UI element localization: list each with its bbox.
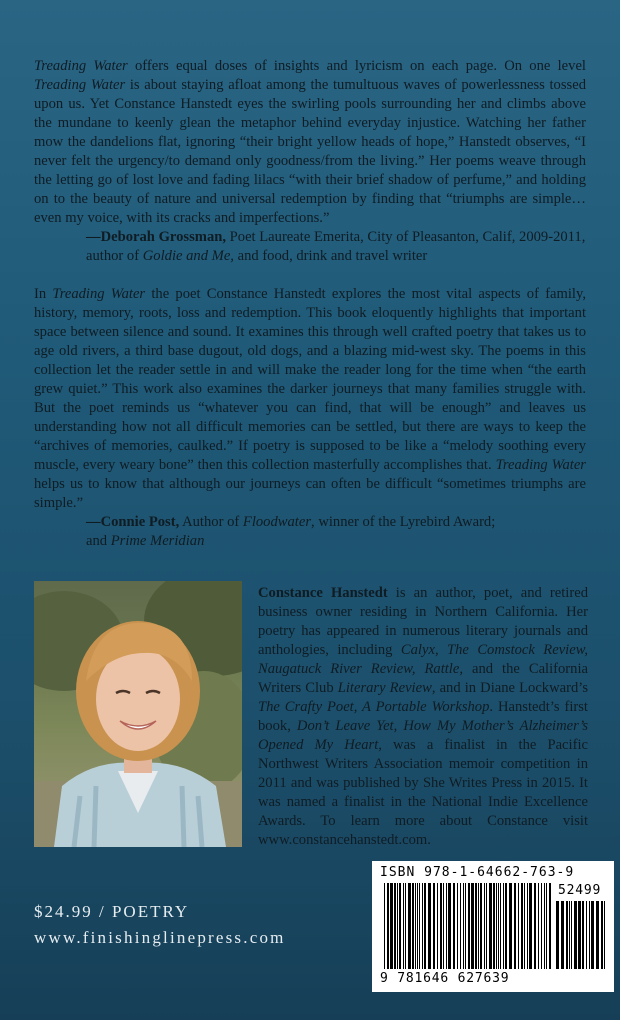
ean-number: 9 781646 627639 bbox=[380, 971, 510, 986]
review-blurb-grossman bbox=[34, 57, 586, 266]
barcode-bar bbox=[412, 883, 414, 969]
barcode-bar bbox=[521, 883, 523, 969]
price-code-label: 52499 bbox=[558, 883, 602, 898]
barcode-bar bbox=[498, 883, 499, 969]
barcode-bar bbox=[544, 883, 545, 969]
barcode-bar bbox=[538, 883, 539, 969]
barcode-bar bbox=[408, 883, 411, 969]
barcode-bar bbox=[417, 883, 418, 969]
ean-barcode-bars bbox=[384, 883, 552, 969]
barcode-bar bbox=[589, 901, 590, 969]
barcode-bar bbox=[569, 901, 570, 969]
barcode-bar bbox=[428, 883, 431, 969]
barcode-bar bbox=[424, 883, 426, 969]
barcode-bar bbox=[586, 901, 587, 969]
isbn-label: ISBN 978-1-64662-763-9 bbox=[380, 865, 575, 880]
barcode-bar bbox=[471, 883, 474, 969]
publisher-website: www.finishinglinepress.com bbox=[34, 928, 286, 947]
barcode-bar bbox=[541, 883, 542, 969]
barcode-bar bbox=[478, 883, 479, 969]
barcode-bar bbox=[549, 883, 551, 969]
author-portrait-illustration bbox=[34, 581, 242, 847]
barcode-bar bbox=[468, 883, 470, 969]
barcode-bar bbox=[509, 883, 512, 969]
barcode-bar bbox=[493, 883, 495, 969]
barcode-bar bbox=[534, 883, 536, 969]
barcode-bar bbox=[604, 901, 605, 969]
review-attribution: —Deborah Grossman, Poet Laureate Emerita, City of Pleasanton, Calif, 2009-2011, author of Goldie and Me, and food, drink and travel writer bbox=[86, 229, 586, 264]
barcode-bar bbox=[561, 901, 564, 969]
barcode-bar bbox=[433, 883, 435, 969]
barcode-bar bbox=[457, 883, 458, 969]
barcode-bar bbox=[422, 883, 423, 969]
barcode-bar bbox=[475, 883, 477, 969]
barcode-bar bbox=[419, 883, 420, 969]
barcode-bar bbox=[574, 901, 577, 969]
barcode-bar bbox=[443, 883, 444, 969]
isbn-barcode bbox=[372, 861, 614, 992]
addon-barcode-bars bbox=[556, 901, 608, 969]
barcode-bar bbox=[596, 901, 599, 969]
barcode-bar bbox=[437, 883, 438, 969]
barcode-bar bbox=[384, 883, 385, 969]
barcode-bar bbox=[566, 901, 568, 969]
review-text: Treading Water offers equal doses of insights and lyricism on each page. On one level Treading Water is about staying afloat among the tumultuous waves of powerlessness tossed upon us. Yet Constance Hanstedt eyes the swirling pools surrounding her and climbs above the mundane to keenly glean the metaphor behind everyday injustice. Watching her father mow the dandelions flat, ignoring “their bright yellow heads of hope,” Hanstedt observes, “I never felt the urgency/to demand only goodness/from the living.” Her poems weave through the letting go of lost love and fading lilacs “with their brief shadow of perfume,” and holding on to the beauty of nature and universal redemption by finding that “triumphs are simple…even my voice, with its cracks and imperfections.” bbox=[34, 58, 586, 226]
barcode-bar bbox=[505, 883, 507, 969]
review-text: In Treading Water the poet Constance Hanstedt explores the most vital aspects of family, history, memory, roots, loss and redemption. This book eloquently highlights that important space between silence and sound. It examines this through well crafted poetry that takes us to age old rivers, a third base dugout, old dogs, and a blazing mid-west sky. The poems in this collection let the reader settle in and will make the reader long for the time when “the earth grew quiet.” This work also examines the darker journeys that many families struggle with. But the poet reminds us “whatever you can find, that will be enough” and leaves us understanding how not all difficult memories can be settled, but there are ways to keep the “archives of memories, caulked.” If poetry is supposed to be like a “melody soothing every muscle, every weary bone” then this collection masterfully accomplishes that. Treading Water helps us to know that although our journeys can often be difficult “sometimes triumphs are simple.” bbox=[34, 286, 586, 511]
barcode-bar bbox=[486, 883, 487, 969]
barcode-bar bbox=[460, 883, 461, 969]
barcode-bar bbox=[390, 883, 393, 969]
barcode-bar bbox=[524, 883, 525, 969]
barcode-bar bbox=[591, 901, 594, 969]
barcode-bar bbox=[399, 883, 401, 969]
barcode-bar bbox=[405, 883, 406, 969]
barcode-bar bbox=[601, 901, 603, 969]
barcode-bar bbox=[394, 883, 396, 969]
barcode-bar bbox=[387, 883, 389, 969]
barcode-bar bbox=[527, 883, 528, 969]
barcode-bar bbox=[500, 883, 501, 969]
barcode-bar bbox=[556, 901, 559, 969]
barcode-bar bbox=[489, 883, 492, 969]
barcode-bar bbox=[571, 901, 572, 969]
barcode-bar bbox=[514, 883, 516, 969]
barcode-bar bbox=[440, 883, 442, 969]
barcode-bar bbox=[448, 883, 451, 969]
review-attribution: —Connie Post, Author of Floodwater, winner of the Lyrebird Award; and Prime Meridian bbox=[86, 514, 496, 549]
barcode-bar bbox=[403, 883, 404, 969]
barcode-bar bbox=[453, 883, 455, 969]
barcode-bar bbox=[546, 883, 547, 969]
barcode-bar bbox=[463, 883, 464, 969]
price-genre: $24.99 / POETRY bbox=[34, 902, 190, 921]
barcode-bar bbox=[496, 883, 497, 969]
barcode-bar bbox=[397, 883, 398, 969]
barcode-bar bbox=[484, 883, 485, 969]
author-bio bbox=[258, 584, 588, 850]
barcode-bar bbox=[465, 883, 466, 969]
barcode-bar bbox=[503, 883, 504, 969]
bio-text: Constance Hanstedt is an author, poet, and retired business owner residing in Northern California. Her poetry has appeared in numerous literary journals and anthologies, including Calyx, The Comstock Review, Naugatuck River Review, Rattle, and the California Writers Club Literary Review, and in Diane Lockward’s The Crafty Poet, A Portable Workshop. Hanstedt’s first book, Don’t Leave Yet, How My Mother’s Alzheimer’s Opened My Heart, was a finalist in the Pacific Northwest Writers Association memoir competition in 2011 and was published by She Writes Press in 2015. It was named a finalist in the National Indie Excellence Awards. To learn more about Constance visit www.constancehanstedt.com. bbox=[258, 585, 589, 848]
barcode-bar bbox=[415, 883, 416, 969]
barcode-bar bbox=[582, 901, 584, 969]
barcode-bar bbox=[518, 883, 519, 969]
review-blurb-post bbox=[34, 285, 586, 551]
barcode-bar bbox=[480, 883, 482, 969]
barcode-bar bbox=[578, 901, 581, 969]
author-photo bbox=[34, 581, 242, 847]
barcode-bar bbox=[529, 883, 532, 969]
barcode-bar bbox=[446, 883, 447, 969]
